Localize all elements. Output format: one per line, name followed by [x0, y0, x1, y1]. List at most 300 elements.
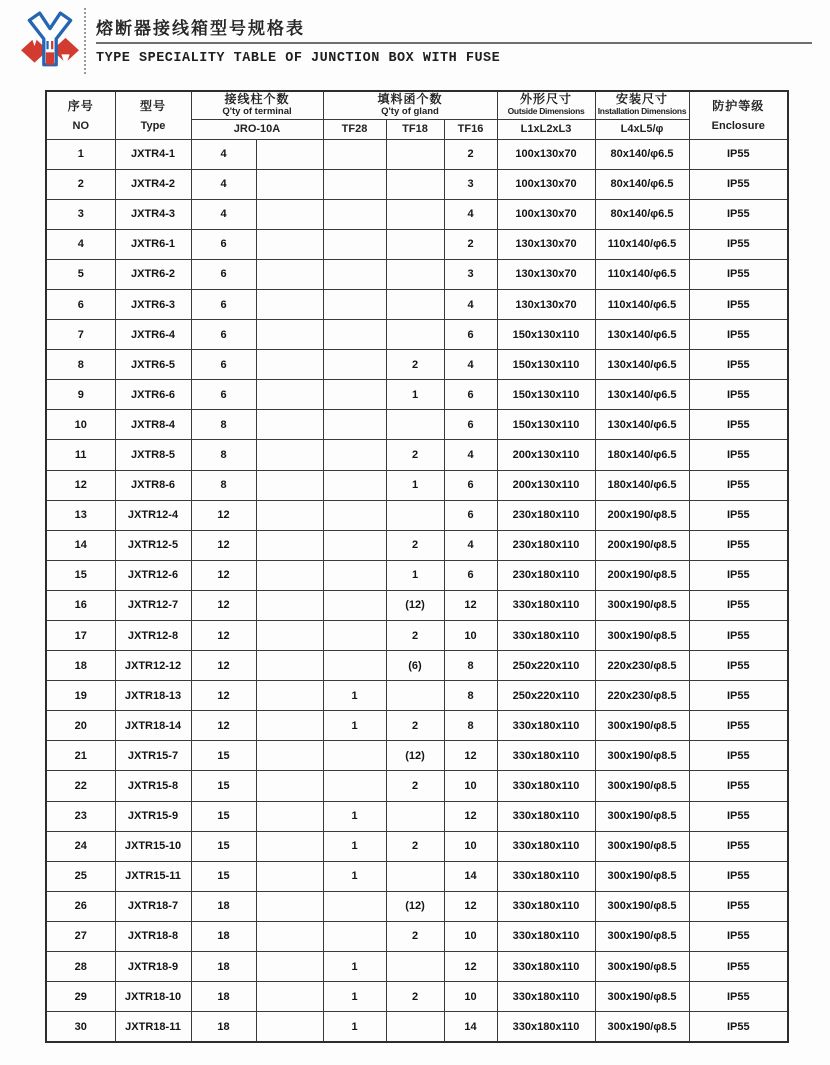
cell-type: JXTR4-1: [115, 139, 191, 169]
table-row: [46, 891, 788, 921]
cell-type: JXTR8-6: [115, 470, 191, 500]
col-header-terminal-en: Q'ty of terminal: [222, 106, 292, 118]
cell-terminal-qty: 8: [191, 440, 256, 470]
cell-terminal-qty-spare: [256, 380, 323, 410]
cell-tf18: 2: [386, 350, 444, 380]
cell-terminal-qty: 12: [191, 681, 256, 711]
cell-tf18: [386, 952, 444, 982]
cell-outside-dimensions: 330x180x110: [497, 621, 595, 651]
cell-enclosure: IP55: [689, 440, 788, 470]
table-row: [46, 651, 788, 681]
cell-installation-dimensions: 110x140/φ6.5: [595, 259, 689, 289]
cell-tf18: 1: [386, 380, 444, 410]
cell-terminal-qty: 6: [191, 229, 256, 259]
cell-no: 25: [46, 861, 115, 891]
cell-outside-dimensions: 330x180x110: [497, 952, 595, 982]
cell-enclosure: IP55: [689, 651, 788, 681]
cell-no: 5: [46, 259, 115, 289]
cell-terminal-qty: 18: [191, 921, 256, 951]
cell-installation-dimensions: 180x140/φ6.5: [595, 470, 689, 500]
cell-tf16: 12: [444, 801, 497, 831]
cell-terminal-qty-spare: [256, 289, 323, 319]
cell-type: JXTR8-5: [115, 440, 191, 470]
cell-no: 22: [46, 771, 115, 801]
cell-outside-dimensions: 100x130x70: [497, 169, 595, 199]
cell-outside-dimensions: 330x180x110: [497, 741, 595, 771]
cell-tf28: [323, 921, 386, 951]
cell-tf28: [323, 229, 386, 259]
cell-tf18: 2: [386, 440, 444, 470]
cell-type: JXTR15-9: [115, 801, 191, 831]
cell-no: 4: [46, 229, 115, 259]
cell-tf28: [323, 320, 386, 350]
cell-tf16: 10: [444, 982, 497, 1012]
col-header-no-en: NO: [72, 120, 89, 133]
table-row: [46, 681, 788, 711]
cell-tf18: 2: [386, 771, 444, 801]
cell-tf18: (12): [386, 891, 444, 921]
cell-terminal-qty: 12: [191, 711, 256, 741]
cell-tf18: [386, 199, 444, 229]
cell-type: JXTR12-8: [115, 621, 191, 651]
cell-no: 30: [46, 1012, 115, 1042]
subcol-header-tf28: TF28: [323, 119, 386, 139]
col-header-gland: [323, 91, 497, 119]
cell-installation-dimensions: 300x190/φ8.5: [595, 590, 689, 620]
table-row: [46, 380, 788, 410]
header-dotted-divider: [84, 8, 86, 74]
cell-tf18: 2: [386, 921, 444, 951]
cell-tf28: 1: [323, 711, 386, 741]
cell-tf18: 2: [386, 831, 444, 861]
cell-terminal-qty: 12: [191, 621, 256, 651]
cell-enclosure: IP55: [689, 139, 788, 169]
cell-tf18: (12): [386, 741, 444, 771]
cell-tf28: [323, 350, 386, 380]
cell-tf18: 2: [386, 711, 444, 741]
cell-terminal-qty: 18: [191, 1012, 256, 1042]
cell-terminal-qty-spare: [256, 199, 323, 229]
cell-tf16: 12: [444, 952, 497, 982]
cell-tf28: [323, 440, 386, 470]
cell-terminal-qty: 12: [191, 500, 256, 530]
cell-terminal-qty: 15: [191, 741, 256, 771]
cell-tf16: 2: [444, 229, 497, 259]
cell-enclosure: IP55: [689, 350, 788, 380]
cell-no: 13: [46, 500, 115, 530]
cell-outside-dimensions: 330x180x110: [497, 861, 595, 891]
col-header-outside-zh: 外形尺寸: [520, 92, 573, 107]
cell-type: JXTR6-1: [115, 229, 191, 259]
company-logo: [21, 11, 79, 73]
table-row: [46, 410, 788, 440]
cell-terminal-qty: 4: [191, 169, 256, 199]
cell-enclosure: IP55: [689, 831, 788, 861]
cell-outside-dimensions: 330x180x110: [497, 891, 595, 921]
table-body: [46, 139, 788, 1042]
cell-terminal-qty-spare: [256, 470, 323, 500]
cell-tf16: 6: [444, 560, 497, 590]
table-row: [46, 139, 788, 169]
table-row: [46, 560, 788, 590]
cell-no: 2: [46, 169, 115, 199]
cell-outside-dimensions: 150x130x110: [497, 350, 595, 380]
cell-terminal-qty: 15: [191, 831, 256, 861]
cell-terminal-qty: 15: [191, 771, 256, 801]
cell-terminal-qty: 6: [191, 320, 256, 350]
table-row: [46, 259, 788, 289]
cell-terminal-qty: 12: [191, 530, 256, 560]
table-row: [46, 440, 788, 470]
cell-terminal-qty-spare: [256, 530, 323, 560]
cell-no: 10: [46, 410, 115, 440]
cell-terminal-qty-spare: [256, 651, 323, 681]
cell-installation-dimensions: 220x230/φ8.5: [595, 651, 689, 681]
cell-no: 21: [46, 741, 115, 771]
cell-terminal-qty: 6: [191, 350, 256, 380]
cell-enclosure: IP55: [689, 560, 788, 590]
table-row: [46, 621, 788, 651]
cell-tf18: [386, 801, 444, 831]
cell-outside-dimensions: 150x130x110: [497, 320, 595, 350]
cell-terminal-qty: 12: [191, 560, 256, 590]
cell-tf28: [323, 470, 386, 500]
cell-type: JXTR18-9: [115, 952, 191, 982]
cell-terminal-qty: 12: [191, 590, 256, 620]
cell-terminal-qty-spare: [256, 621, 323, 651]
cell-installation-dimensions: 300x190/φ8.5: [595, 741, 689, 771]
cell-tf28: [323, 651, 386, 681]
cell-outside-dimensions: 130x130x70: [497, 289, 595, 319]
cell-tf28: [323, 621, 386, 651]
cell-tf16: 6: [444, 320, 497, 350]
cell-tf28: [323, 530, 386, 560]
cell-installation-dimensions: 300x190/φ8.5: [595, 621, 689, 651]
cell-tf18: 2: [386, 982, 444, 1012]
cell-no: 19: [46, 681, 115, 711]
cell-terminal-qty: 12: [191, 651, 256, 681]
cell-outside-dimensions: 330x180x110: [497, 801, 595, 831]
cell-type: JXTR18-13: [115, 681, 191, 711]
cell-type: JXTR15-8: [115, 771, 191, 801]
cell-tf18: [386, 259, 444, 289]
cell-outside-dimensions: 330x180x110: [497, 590, 595, 620]
cell-tf16: 4: [444, 199, 497, 229]
cell-tf16: 6: [444, 410, 497, 440]
table-row: [46, 199, 788, 229]
cell-terminal-qty-spare: [256, 1012, 323, 1042]
col-header-enclosure: [689, 91, 788, 139]
title-block: [96, 10, 812, 66]
cell-installation-dimensions: 80x140/φ6.5: [595, 169, 689, 199]
table-row: [46, 741, 788, 771]
cell-enclosure: IP55: [689, 621, 788, 651]
table-row: [46, 921, 788, 951]
cell-no: 14: [46, 530, 115, 560]
cell-enclosure: IP55: [689, 982, 788, 1012]
cell-terminal-qty: 15: [191, 801, 256, 831]
cell-outside-dimensions: 330x180x110: [497, 1012, 595, 1042]
cell-tf16: 3: [444, 259, 497, 289]
cell-installation-dimensions: 300x190/φ8.5: [595, 921, 689, 951]
cell-tf16: 12: [444, 891, 497, 921]
cell-tf16: 8: [444, 681, 497, 711]
cell-terminal-qty: 6: [191, 380, 256, 410]
cell-tf16: 10: [444, 831, 497, 861]
cell-tf28: [323, 590, 386, 620]
cell-type: JXTR6-6: [115, 380, 191, 410]
cell-installation-dimensions: 300x190/φ8.5: [595, 711, 689, 741]
col-header-terminal: [191, 91, 323, 119]
cell-type: JXTR18-14: [115, 711, 191, 741]
cell-enclosure: IP55: [689, 771, 788, 801]
cell-enclosure: IP55: [689, 289, 788, 319]
cell-terminal-qty-spare: [256, 711, 323, 741]
table-row: [46, 711, 788, 741]
cell-no: 11: [46, 440, 115, 470]
cell-type: JXTR12-7: [115, 590, 191, 620]
cell-tf28: 1: [323, 861, 386, 891]
cell-tf18: [386, 681, 444, 711]
cell-terminal-qty-spare: [256, 259, 323, 289]
cell-enclosure: IP55: [689, 259, 788, 289]
cell-terminal-qty-spare: [256, 350, 323, 380]
cell-terminal-qty: 4: [191, 199, 256, 229]
cell-no: 27: [46, 921, 115, 951]
table-row: [46, 1012, 788, 1042]
subcol-header-tf18: TF18: [386, 119, 444, 139]
cell-terminal-qty: 4: [191, 139, 256, 169]
cell-enclosure: IP55: [689, 801, 788, 831]
cell-no: 16: [46, 590, 115, 620]
cell-terminal-qty-spare: [256, 921, 323, 951]
col-header-outside: [497, 91, 595, 119]
cell-tf28: [323, 259, 386, 289]
cell-terminal-qty: 18: [191, 891, 256, 921]
cell-terminal-qty-spare: [256, 320, 323, 350]
cell-enclosure: IP55: [689, 320, 788, 350]
cell-outside-dimensions: 150x130x110: [497, 410, 595, 440]
cell-outside-dimensions: 330x180x110: [497, 771, 595, 801]
cell-outside-dimensions: 100x130x70: [497, 199, 595, 229]
cell-outside-dimensions: 250x220x110: [497, 651, 595, 681]
cell-installation-dimensions: 300x190/φ8.5: [595, 831, 689, 861]
cell-enclosure: IP55: [689, 199, 788, 229]
col-header-enclosure-en: Enclosure: [711, 120, 765, 133]
subcol-header-tf16: TF16: [444, 119, 497, 139]
cell-enclosure: IP55: [689, 1012, 788, 1042]
col-header-install-en: Installation Dimensions: [597, 106, 687, 117]
cell-terminal-qty-spare: [256, 681, 323, 711]
cell-type: JXTR6-4: [115, 320, 191, 350]
cell-installation-dimensions: 110x140/φ6.5: [595, 289, 689, 319]
cell-outside-dimensions: 130x130x70: [497, 259, 595, 289]
cell-outside-dimensions: 250x220x110: [497, 681, 595, 711]
subcol-header-l4l5: L4xL5/φ: [595, 119, 689, 139]
cell-tf16: 6: [444, 500, 497, 530]
cell-tf18: [386, 139, 444, 169]
cell-tf18: [386, 861, 444, 891]
cell-tf18: 2: [386, 621, 444, 651]
cell-no: 28: [46, 952, 115, 982]
cell-terminal-qty-spare: [256, 982, 323, 1012]
cell-type: JXTR6-2: [115, 259, 191, 289]
table-row: [46, 590, 788, 620]
cell-tf28: 1: [323, 1012, 386, 1042]
cell-tf16: 6: [444, 380, 497, 410]
cell-tf28: [323, 741, 386, 771]
cell-terminal-qty-spare: [256, 590, 323, 620]
cell-terminal-qty-spare: [256, 410, 323, 440]
cell-no: 23: [46, 801, 115, 831]
cell-installation-dimensions: 300x190/φ8.5: [595, 891, 689, 921]
cell-installation-dimensions: 300x190/φ8.5: [595, 982, 689, 1012]
cell-no: 20: [46, 711, 115, 741]
page-title-en: TYPE SPECIALITY TABLE OF JUNCTION BOX WITH FUSE: [96, 51, 501, 66]
cell-terminal-qty-spare: [256, 741, 323, 771]
cell-tf28: [323, 560, 386, 590]
cell-no: 1: [46, 139, 115, 169]
cell-tf16: 12: [444, 741, 497, 771]
col-header-install-zh: 安装尺寸: [616, 92, 669, 107]
cell-tf16: 8: [444, 711, 497, 741]
cell-installation-dimensions: 80x140/φ6.5: [595, 139, 689, 169]
cell-terminal-qty-spare: [256, 801, 323, 831]
cell-no: 15: [46, 560, 115, 590]
page-title-zh: 熔断器接线箱型号规格表: [96, 19, 305, 38]
cell-installation-dimensions: 80x140/φ6.5: [595, 199, 689, 229]
cell-outside-dimensions: 200x130x110: [497, 470, 595, 500]
cell-type: JXTR18-10: [115, 982, 191, 1012]
cell-tf18: 1: [386, 560, 444, 590]
cell-no: 18: [46, 651, 115, 681]
cell-installation-dimensions: 200x190/φ8.5: [595, 500, 689, 530]
cell-type: JXTR12-12: [115, 651, 191, 681]
table-row: [46, 320, 788, 350]
cell-enclosure: IP55: [689, 681, 788, 711]
cell-tf16: 2: [444, 139, 497, 169]
cell-tf16: 8: [444, 651, 497, 681]
cell-tf18: [386, 410, 444, 440]
cell-terminal-qty: 15: [191, 861, 256, 891]
cell-no: 29: [46, 982, 115, 1012]
cell-tf28: [323, 169, 386, 199]
table-row: [46, 982, 788, 1012]
cell-no: 9: [46, 380, 115, 410]
cell-no: 7: [46, 320, 115, 350]
table-row: [46, 500, 788, 530]
cell-outside-dimensions: 330x180x110: [497, 831, 595, 861]
subcol-header-jro10a: JRO-10A: [191, 119, 323, 139]
col-header-gland-en: Q'ty of gland: [381, 106, 439, 118]
col-header-terminal-zh: 接线柱个数: [224, 92, 290, 107]
cell-outside-dimensions: 100x130x70: [497, 139, 595, 169]
cell-type: JXTR15-11: [115, 861, 191, 891]
cell-tf28: [323, 289, 386, 319]
cell-type: JXTR6-3: [115, 289, 191, 319]
table-row: [46, 169, 788, 199]
col-header-install: [595, 91, 689, 119]
cell-type: JXTR18-8: [115, 921, 191, 951]
cell-no: 3: [46, 199, 115, 229]
table-row: [46, 831, 788, 861]
cell-tf28: 1: [323, 982, 386, 1012]
cell-tf18: [386, 320, 444, 350]
cell-outside-dimensions: 130x130x70: [497, 229, 595, 259]
cell-enclosure: IP55: [689, 590, 788, 620]
cell-enclosure: IP55: [689, 380, 788, 410]
cell-terminal-qty-spare: [256, 169, 323, 199]
cell-no: 8: [46, 350, 115, 380]
cell-tf18: [386, 1012, 444, 1042]
cell-outside-dimensions: 330x180x110: [497, 982, 595, 1012]
cell-enclosure: IP55: [689, 711, 788, 741]
cell-tf18: 1: [386, 470, 444, 500]
cell-tf16: 6: [444, 470, 497, 500]
cell-tf16: 4: [444, 350, 497, 380]
cell-tf16: 4: [444, 530, 497, 560]
cell-tf28: [323, 891, 386, 921]
cell-enclosure: IP55: [689, 891, 788, 921]
table-header: [46, 91, 788, 139]
cell-tf16: 3: [444, 169, 497, 199]
cell-installation-dimensions: 130x140/φ6.5: [595, 350, 689, 380]
cell-enclosure: IP55: [689, 169, 788, 199]
cell-enclosure: IP55: [689, 500, 788, 530]
cell-tf16: 4: [444, 289, 497, 319]
cell-installation-dimensions: 300x190/φ8.5: [595, 801, 689, 831]
cell-type: JXTR4-2: [115, 169, 191, 199]
cell-enclosure: IP55: [689, 530, 788, 560]
cell-terminal-qty-spare: [256, 891, 323, 921]
cell-tf28: [323, 410, 386, 440]
cell-no: 6: [46, 289, 115, 319]
cell-outside-dimensions: 330x180x110: [497, 711, 595, 741]
table-row: [46, 952, 788, 982]
cell-installation-dimensions: 220x230/φ8.5: [595, 681, 689, 711]
cell-tf16: 10: [444, 621, 497, 651]
cell-installation-dimensions: 300x190/φ8.5: [595, 1012, 689, 1042]
cell-tf16: 4: [444, 440, 497, 470]
cell-no: 26: [46, 891, 115, 921]
cell-terminal-qty: 6: [191, 289, 256, 319]
cell-installation-dimensions: 130x140/φ6.5: [595, 410, 689, 440]
cell-tf28: 1: [323, 801, 386, 831]
cell-terminal-qty-spare: [256, 440, 323, 470]
subcol-header-l1l2l3: L1xL2xL3: [497, 119, 595, 139]
cell-installation-dimensions: 180x140/φ6.5: [595, 440, 689, 470]
cell-enclosure: IP55: [689, 741, 788, 771]
cell-type: JXTR8-4: [115, 410, 191, 440]
cell-terminal-qty-spare: [256, 831, 323, 861]
cell-outside-dimensions: 150x130x110: [497, 380, 595, 410]
table-row: [46, 289, 788, 319]
cell-enclosure: IP55: [689, 410, 788, 440]
col-header-no-zh: 序号: [67, 99, 94, 114]
cell-no: 24: [46, 831, 115, 861]
cell-terminal-qty-spare: [256, 229, 323, 259]
cell-outside-dimensions: 230x180x110: [497, 560, 595, 590]
cell-tf28: [323, 199, 386, 229]
cell-tf18: [386, 500, 444, 530]
cell-tf18: [386, 229, 444, 259]
table-row: [46, 229, 788, 259]
cell-type: JXTR15-10: [115, 831, 191, 861]
cell-installation-dimensions: 200x190/φ8.5: [595, 530, 689, 560]
cell-terminal-qty-spare: [256, 500, 323, 530]
cell-installation-dimensions: 300x190/φ8.5: [595, 771, 689, 801]
col-header-enclosure-zh: 防护等级: [712, 99, 765, 114]
